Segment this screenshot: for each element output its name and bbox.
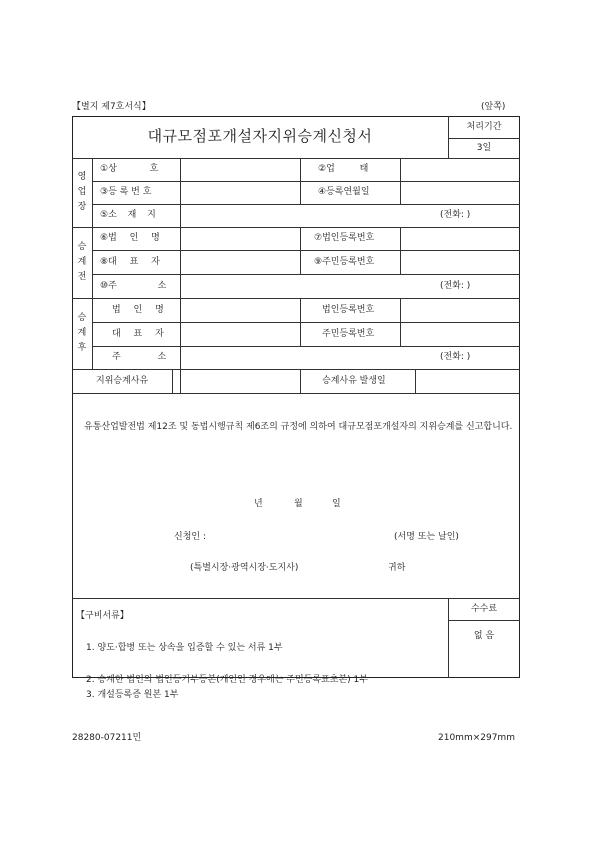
corp-reg-after-field[interactable] — [401, 299, 519, 321]
form-number: 【별지 제7호서식】 — [72, 102, 151, 112]
footer-size: 210mm×297mm — [438, 733, 515, 743]
date-day: 일 — [332, 499, 341, 509]
date-month: 월 — [294, 499, 303, 509]
processing-period-label: 처리기간 — [466, 122, 502, 132]
corp-reg-before-label: ⑦법인등록번호 — [314, 233, 375, 243]
statement-text: 유통산업발전법 제12조 및 동법시행규칙 제6조의 규정에 의하여 대규모점포개설자의 지위승계를 신고합니다. — [84, 422, 513, 432]
footer-code: 28280-07211민 — [72, 733, 142, 743]
reg-number-label: ③등 록 번 호 — [100, 187, 152, 197]
reason-field[interactable] — [173, 370, 299, 392]
trade-name-field[interactable] — [181, 159, 299, 181]
recipient-honorific: 귀하 — [388, 563, 406, 573]
section-business-label: 영 업 장 — [77, 172, 87, 212]
resident-before-label: ⑨주민등록번호 — [314, 257, 375, 267]
rep-before-label: ⑧대 표 자 — [100, 257, 160, 267]
fee-value: 없 음 — [473, 631, 495, 641]
corp-name-after-label: 법 인 명 — [112, 305, 164, 315]
applicant-sign: (서명 또는 날인) — [394, 532, 459, 542]
processing-period-value: 3일 — [476, 143, 492, 153]
reg-number-field[interactable] — [181, 182, 299, 204]
page-side-label: (앞쪽) — [481, 102, 506, 112]
rep-after-field[interactable] — [181, 323, 299, 345]
phone-2: (전화: ) — [440, 281, 471, 291]
section-after-label: 승 계 후 — [77, 313, 87, 353]
applicant-label: 신청인 : — [174, 532, 206, 542]
corp-reg-before-field[interactable] — [401, 228, 519, 250]
section-before-label: 승 계 전 — [77, 242, 87, 282]
resident-before-field[interactable] — [401, 251, 519, 273]
date-year: 년 — [254, 499, 263, 509]
document-item-1: 1. 양도·합병 또는 상속을 입증할 수 있는 서류 1부 — [86, 643, 283, 653]
reg-date-field[interactable] — [401, 182, 519, 204]
corp-name-before-label: ⑥법 인 명 — [100, 233, 160, 243]
phone-1: (전화: ) — [440, 210, 471, 220]
reason-date-label: 승계사유 발생일 — [322, 376, 386, 386]
reason-label: 지위승계사유 — [96, 376, 149, 386]
address-before-label: ⑩주 소 — [100, 281, 167, 291]
recipient-authority: (특별시장·광역시장·도지사) — [190, 563, 299, 573]
corp-name-after-field[interactable] — [181, 299, 299, 321]
corp-name-before-field[interactable] — [181, 228, 299, 250]
applicant-field[interactable] — [218, 528, 378, 546]
documents-heading: 【구비서류】 — [76, 611, 129, 621]
phone-3: (전화: ) — [440, 352, 471, 362]
trade-name-label: ①상 호 — [100, 164, 159, 174]
reason-date-field[interactable] — [416, 370, 519, 392]
document-item-3: 3. 개설등록증 원본 1부 — [86, 690, 179, 700]
fee-label: 수수료 — [470, 604, 498, 614]
rep-after-label: 대 표 자 — [112, 329, 164, 339]
document-item-2: 2. 승계한 법인의 법인등기부등본(개인인 경우에는 주민등록표초본) 1부 — [86, 675, 368, 685]
form-title: 대규모점포개설자지위승계신청서 — [147, 127, 373, 145]
business-type-field[interactable] — [401, 159, 519, 181]
corp-reg-after-label: 법인등록번호 — [322, 305, 375, 315]
address-after-label: 주 소 — [112, 352, 167, 362]
location-label: ⑤소 재 지 — [100, 210, 156, 220]
resident-after-label: 주민등록번호 — [322, 329, 375, 339]
rep-before-field[interactable] — [181, 251, 299, 273]
resident-after-field[interactable] — [401, 323, 519, 345]
reg-date-label: ④등록연월일 — [318, 187, 370, 197]
business-type-label: ②업 태 — [318, 164, 369, 174]
